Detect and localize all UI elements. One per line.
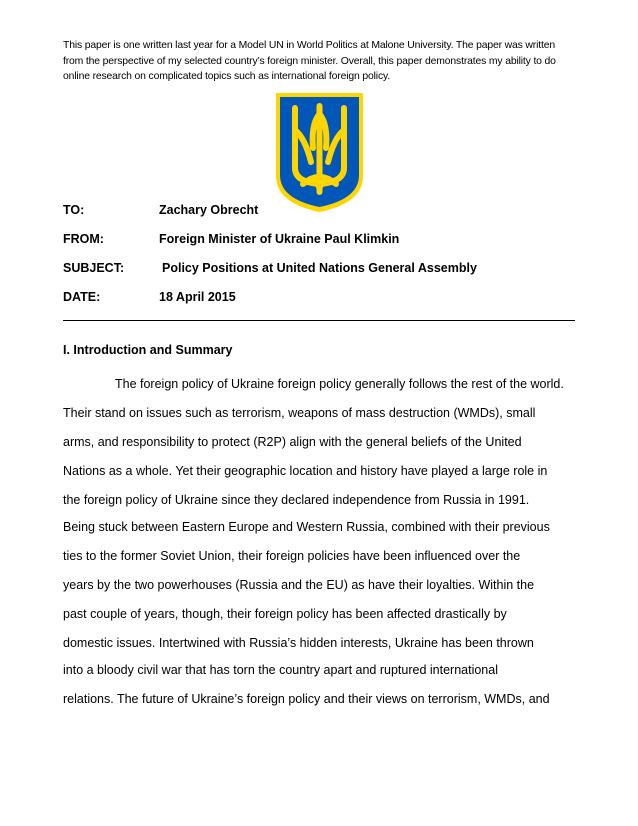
paragraph-line: Being stuck between Eastern Europe and Western Russia, combined with their previous bbox=[63, 520, 550, 534]
memo-from-value: Foreign Minister of Ukraine Paul Klimkin bbox=[159, 232, 400, 246]
paragraph-line: into a bloody civil war that has torn the country apart and ruptured international bbox=[63, 663, 498, 677]
paragraph-line: relations. The future of Ukraine’s foreign policy and their views on terrorism, WMDs, and bbox=[63, 692, 550, 706]
intro-note: This paper is one written last year for a Model UN in World Politics at Malone University. The paper was written from the perspective of my selected country’s foreign minister. Overall, this paper demonstrates my ability to do online research on complicated topics such as international foreign policy. bbox=[63, 40, 556, 82]
paragraph-line: ties to the former Soviet Union, their foreign policies have been influenced over the bbox=[63, 549, 521, 563]
paragraph-line: past couple of years, though, their foreign policy has been affected drastically by bbox=[63, 607, 507, 621]
section-heading: I. Introduction and Summary bbox=[63, 343, 233, 357]
paragraph-line: domestic issues. Intertwined with Russia’s hidden interests, Ukraine has been thrown bbox=[63, 636, 534, 650]
memo-subject-label: SUBJECT: bbox=[63, 261, 125, 275]
memo-subject-value: Policy Positions at United Nations General Assembly bbox=[162, 261, 477, 275]
paragraph-line: years by the two powerhouses (Russia and the EU) as have their loyalties. Within the bbox=[63, 578, 535, 592]
memo-from-label: FROM: bbox=[63, 232, 104, 246]
memo-date-value: 18 April 2015 bbox=[159, 290, 236, 304]
memo-to-label: TO: bbox=[63, 203, 85, 217]
paragraph-line: arms, and responsibility to protect (R2P) align with the general beliefs of the United bbox=[63, 435, 522, 449]
divider bbox=[63, 320, 575, 321]
memo-date-label: DATE: bbox=[63, 290, 101, 304]
paragraph-line: Their stand on issues such as terrorism, weapons of mass destruction (WMDs), small bbox=[63, 406, 536, 420]
paragraph-line: the foreign policy of Ukraine since they declared independence from Russia in 1991. bbox=[63, 493, 530, 507]
ukraine-coat-of-arms-icon bbox=[273, 90, 366, 215]
paragraph-line: The foreign policy of Ukraine foreign policy generally follows the rest of the world. bbox=[115, 377, 564, 391]
memo-to-value: Zachary Obrecht bbox=[159, 203, 259, 217]
paragraph-line: Nations as a whole. Yet their geographic location and history have played a large role in bbox=[63, 464, 548, 478]
